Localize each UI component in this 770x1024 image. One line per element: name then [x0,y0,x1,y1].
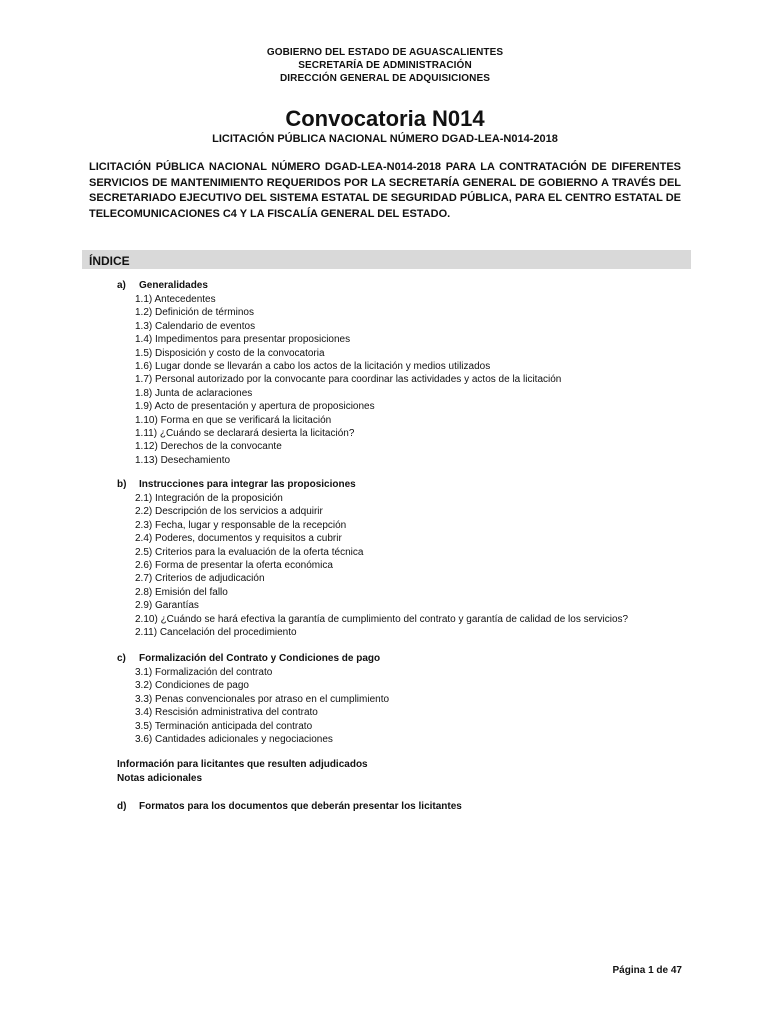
index-item: 3.3) Penas convencionales por atraso en el cumplimiento [135,693,390,705]
document-subtitle: LICITACIÓN PÚBLICA NACIONAL NÚMERO DGAD-LEA-N014-2018 [212,133,558,145]
index-section-d [117,800,677,814]
section-title: Generalidades [139,280,208,291]
index-item: 2.9) Garantías [135,600,199,612]
index-item: 2.11) Cancelación del procedimiento [135,627,297,639]
index-item: 3.5) Terminación anticipada del contrato [135,720,313,732]
index-item: 1.13) Desechamiento [135,454,231,466]
index-item: 1.6) Lugar donde se llevarán a cabo los actos de la licitación y medios utilizados [135,361,491,373]
index-item: 1.1) Antecedentes [135,294,216,305]
intro-paragraph: LICITACIÓN PÚBLICA NACIONAL NÚMERO DGAD-LEA-N014-2018 PARA LA CONTRATACIÓN DE DIFERENTES SERVICIOS DE MANTENIMIENTO REQUERIDOS POR LA SECRETARÍA GENERAL DE GOBIERNO A TRAVÉS DEL SECRETARIADO EJECUTIVO DEL SISTEMA ESTATAL DE SEGURIDAD PÚBLICA, PARA EL CENTRO ESTATAL DE TELECOMUNICACIONES C4 Y LA FISCALÍA GENERAL DEL ESTADO. [89,161,681,220]
index-section-c [117,652,677,746]
section-title: Formatos para los documentos que deberán presentar los licitantes [139,801,462,812]
index-item: 1.5) Disposición y costo de la convocatoria [135,347,325,359]
index-item: 1.10) Forma en que se verificará la licitación [135,414,332,426]
index-item: 2.3) Fecha, lugar y responsable de la recepción [135,519,347,531]
index-item: 1.11) ¿Cuándo se declarará desierta la licitación? [135,428,355,440]
index-item: 3.4) Rescisión administrativa del contrato [135,707,318,719]
section-heading [117,652,677,666]
index-item: 1.7) Personal autorizado por la convocante para coordinar las actividades y actos de la licitación [135,374,562,386]
index-item: 3.1) Formalización del contrato [135,667,273,678]
section-title: Instrucciones para integrar las proposiciones [139,479,356,490]
index-item: 2.2) Descripción de los servicios a adquirir [135,506,323,518]
index-item: 2.4) Poderes, documentos y requisitos a cubrir [135,533,342,545]
index-item: 1.2) Definición de términos [135,307,254,319]
document-header [0,46,770,85]
header-line-secretariat: SECRETARÍA DE ADMINISTRACIÓN [298,60,472,71]
document-title: Convocatoria N014 [285,106,485,131]
section-heading [117,279,677,293]
index-item: 2.10) ¿Cuándo se hará efectiva la garantía de cumplimiento del contrato y garantía de calidad de los servicios? [135,613,629,625]
section-letter: d) [117,801,127,812]
section-letter: c) [117,653,126,664]
index-item: 1.12) Derechos de la convocante [135,441,282,453]
index-item: 1.3) Calendario de eventos [135,320,256,332]
header-line-directorate: DIRECCIÓN GENERAL DE ADQUISICIONES [279,73,491,84]
additional-notes-heading: Notas adicionales [117,773,203,784]
index-item: 1.9) Acto de presentación y apertura de proposiciones [135,401,375,413]
index-heading: ÍNDICE [89,254,130,268]
index-item: 1.4) Impedimentos para presentar proposiciones [135,334,351,346]
index-item: 2.8) Emisión del fallo [135,586,228,598]
index-section-b [117,478,677,639]
index-section-a [117,279,677,467]
adjudicated-info-heading: Información para licitantes que resulten adjudicados [117,759,368,770]
index-item: 2.6) Forma de presentar la oferta económica [135,560,333,572]
index-item: 2.1) Integración de la proposición [135,493,283,504]
section-letter: a) [117,280,126,291]
section-heading [117,478,677,492]
section-letter: b) [117,479,127,490]
index-item: 2.7) Criterios de adjudicación [135,573,265,585]
section-heading [117,800,677,814]
header-line-government: GOBIERNO DEL ESTADO DE AGUASCALIENTES [266,47,504,58]
section-title: Formalización del Contrato y Condiciones de pago [139,653,381,664]
index-item: 1.8) Junta de aclaraciones [135,387,253,399]
index-item: 3.6) Cantidades adicionales y negociaciones [135,734,333,746]
index-item: 2.5) Criterios para la evaluación de la oferta técnica [135,546,364,558]
index-item: 3.2) Condiciones de pago [135,680,249,692]
index-heading-bar [82,250,691,269]
page-number: Página 1 de 47 [612,965,682,976]
